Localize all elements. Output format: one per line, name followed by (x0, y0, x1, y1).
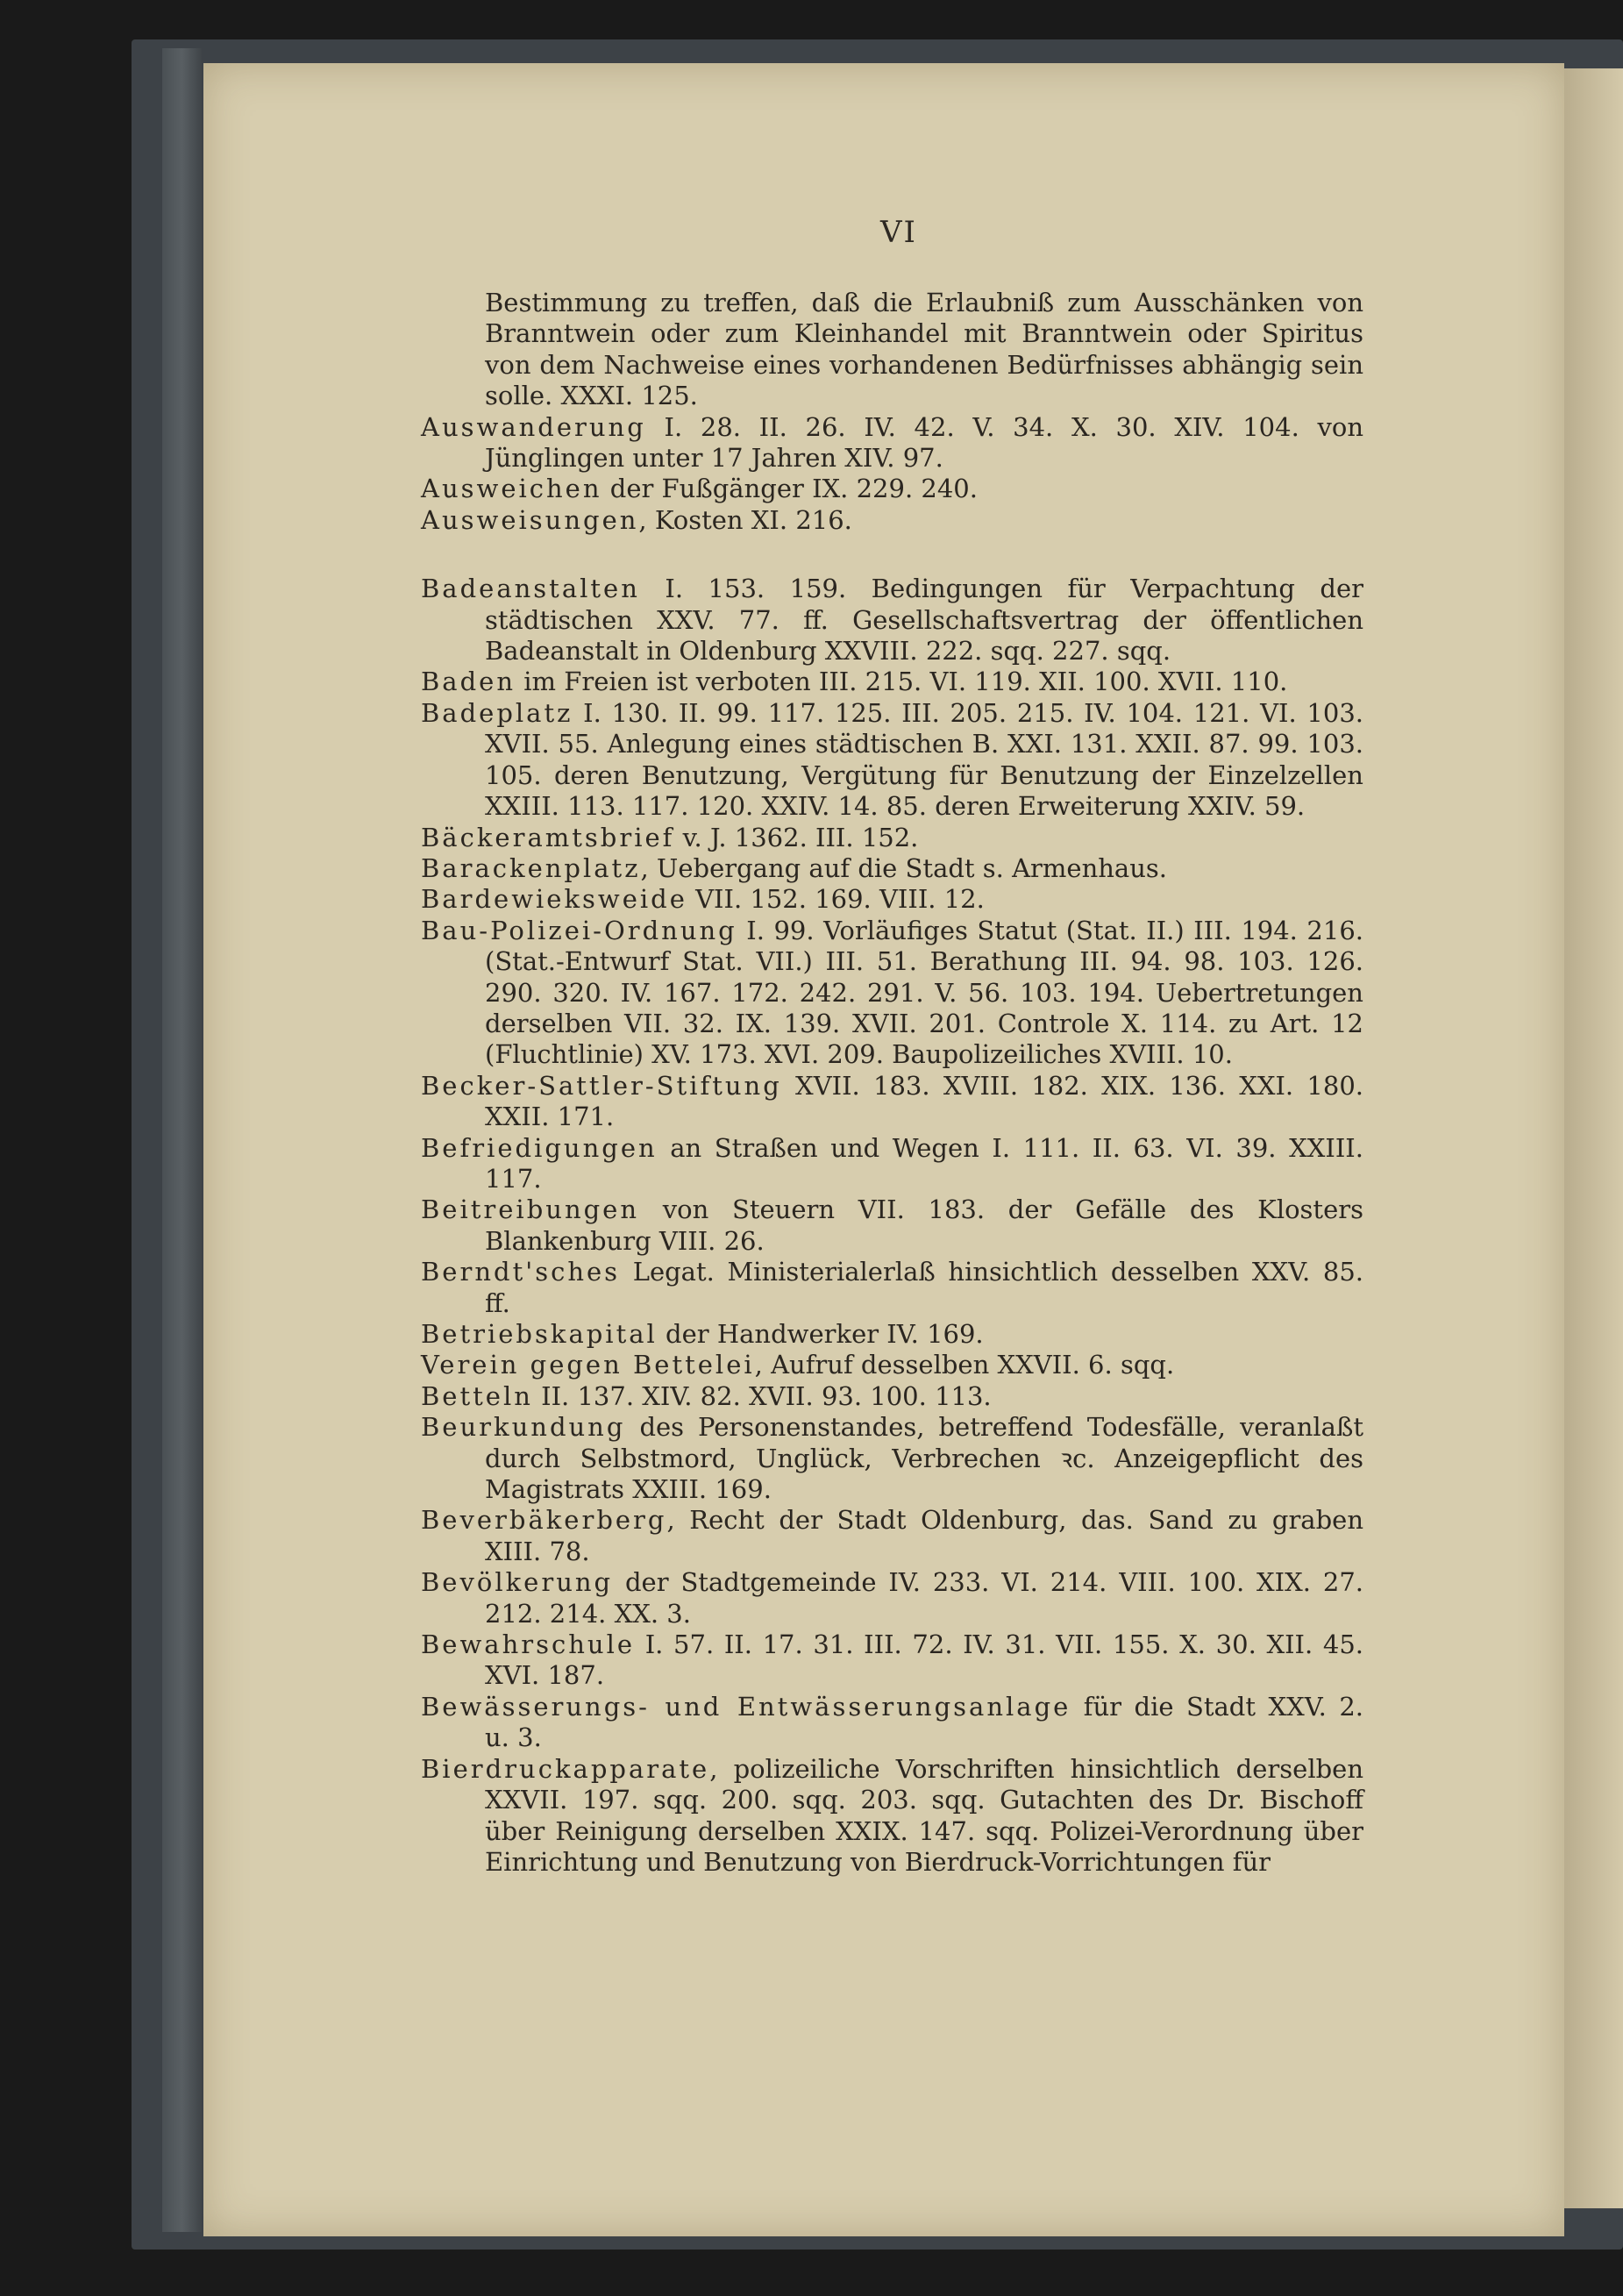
entry-keyword: Berndt'sches (421, 1257, 621, 1287)
entry-text: v. J. 1362. III. 152. (674, 822, 919, 852)
entry-text: an Straßen und Wegen I. 111. II. 63. VI. 39. XXIII. 117. (485, 1132, 1363, 1194)
index-entry (421, 823, 1363, 853)
book-spine (162, 48, 202, 2232)
entry-keyword: Beverbäkerberg (421, 1505, 667, 1536)
entry-keyword: Ausweisungen (421, 504, 639, 535)
index-entry (421, 1412, 1363, 1505)
entry-keyword: Bewahrschule (421, 1629, 636, 1660)
entry-keyword: Bau-Polizei-Ordnung (421, 915, 737, 945)
index-entry (421, 1692, 1363, 1754)
entry-keyword: Beurkundung (421, 1412, 626, 1443)
index-entry (421, 1194, 1363, 1257)
index-entry (421, 853, 1363, 884)
index-entry (421, 574, 1363, 667)
index-entries (421, 288, 1363, 1878)
entry-text: , Recht der Stadt Oldenburg, das. Sand zu graben XIII. 78. (485, 1505, 1363, 1566)
entry-text: II. 137. XIV. 82. XVII. 93. 100. 113. (532, 1380, 992, 1411)
entry-keyword: Verein gegen Bettelei (421, 1350, 755, 1380)
entry-text: I. 28. II. 26. IV. 42. V. 34. X. 30. XIV. 104. von Jünglingen unter 17 Jahren XIV. 97. (485, 411, 1363, 474)
index-entry (421, 667, 1363, 697)
index-entry (421, 1350, 1363, 1380)
entry-text: Legat. Ministerialerlaß hinsichtlich desselben XXV. 85. ff. (485, 1257, 1363, 1318)
index-entry (421, 884, 1363, 915)
entry-text: , Uebergang auf die Stadt s. Armenhaus. (640, 852, 1168, 883)
entry-keyword: Baden (421, 667, 516, 697)
index-entry (421, 1133, 1363, 1195)
entry-text: der Handwerker IV. 169. (657, 1319, 984, 1349)
entry-text: I. 130. II. 99. 117. 125. III. 205. 215. IV. 104. 121. VI. 103. XVII. 55. Anlegung eines städtischen B. XXI. 131. XXII. 87. 99. 103. 105. deren Benutzung, Vergütung für Benutzung der Einzelzellen XXIII. 113. 117. 120. XXIV. 14. 85. deren Erweiterung XXIV. 59. (485, 697, 1363, 822)
entry-keyword: Badeplatz (421, 697, 573, 728)
entry-text: der Fußgänger IX. 229. 240. (602, 474, 978, 504)
index-entry (421, 1754, 1363, 1879)
index-entry (421, 1071, 1363, 1133)
entry-keyword: Bardewieksweide (421, 884, 687, 915)
entry-text: , Kosten XI. 216. (638, 504, 852, 535)
entry-text: der Stadtgemeinde IV. 233. VI. 214. VIII. 100. XIX. 27. 212. 214. XX. 3. (485, 1567, 1363, 1629)
index-entry (421, 1567, 1363, 1629)
entry-keyword: Badeanstalten (421, 574, 640, 604)
entry-keyword: Bevölkerung (421, 1567, 614, 1598)
entry-keyword: Auswanderung (421, 411, 646, 442)
entry-text: von Steuern VII. 183. der Gefälle des Klosters Blankenburg VIII. 26. (485, 1194, 1363, 1256)
entry-keyword: Befriedigungen (421, 1132, 658, 1163)
index-entry (421, 412, 1363, 474)
entry-keyword: Betteln (421, 1380, 533, 1411)
entry-text: für die Stadt XXV. 2. u. 3. (485, 1691, 1363, 1753)
entry-keyword: Becker-Sattler-Stiftung (421, 1070, 782, 1101)
entry-keyword: Beitreibungen (421, 1194, 640, 1225)
entry-text: I. 57. II. 17. 31. III. 72. IV. 31. VII. 155. X. 30. XII. 45. XVI. 187. (485, 1629, 1363, 1691)
next-page-edge (1564, 68, 1623, 2208)
entry-text: des Personenstandes, betreffend Todesfälle, veranlaßt durch Selbstmord, Unglück, Verbrechen ꝛc. Anzeigepflicht des Magistrats XXIII. 169. (485, 1412, 1363, 1505)
entry-keyword: Ausweichen (421, 474, 602, 504)
entry-text: VII. 152. 169. VIII. 12. (687, 884, 985, 915)
entry-text: , polizeiliche Vorschriften hinsichtlich derselben XXVII. 197. sqq. 200. sqq. 203. sqq. Gutachten des Dr. Bischoff über Reinigung derselben XXIX. 147. sqq. Polizei-Verordnung über Einrichtung und Benutzung von Bierdruck-Vorrichtungen für (485, 1753, 1363, 1877)
entry-text: XVII. 183. XVIII. 182. XIX. 136. XXI. 180. XXII. 171. (485, 1070, 1363, 1132)
index-entry (421, 505, 1363, 536)
entry-keyword: Betriebskapital (421, 1319, 658, 1349)
index-entry (421, 698, 1363, 823)
index-entry (421, 1381, 1363, 1412)
page-number: VI (880, 215, 917, 250)
entry-keyword: Bierdruckapparate (421, 1753, 710, 1784)
entry-text: I. 99. Vorläufiges Statut (Stat. II.) III. 194. 216. (Stat.-Entwurf Stat. VII.) III. 51. Berathung III. 94. 98. 103. 126. 290. 320. IV. 167. 172. 242. 291. V. 56. 103. 194. Uebertretungen derselben VII. 32. IX. 139. XVII. 201. Controle X. 114. zu Art. 12 (Fluchtlinie) XV. 173. XVI. 209. Baupolizeiliches XVIII. 10. (485, 915, 1363, 1070)
index-entry (421, 1257, 1363, 1319)
entry-text: im Freien ist verboten III. 215. VI. 119. XII. 100. XVII. 110. (516, 667, 1288, 697)
index-entry (421, 288, 1363, 412)
entry-text: Bestimmung zu treffen, daß die Erlaubniß zum Ausschänken von Branntwein oder zum Kleinhandel mit Branntwein oder Spiritus von dem Nachweise eines vorhandenen Bedürfnisses abhängig sein solle. XXXI. 125. (485, 288, 1363, 411)
entry-keyword: Bewässerungs- und Entwässerungsanlage (421, 1691, 1071, 1722)
index-entry (421, 1319, 1363, 1350)
index-entry (421, 474, 1363, 504)
index-entry (421, 916, 1363, 1071)
entry-text: , Aufruf desselben XXVII. 6. sqq. (754, 1350, 1175, 1380)
index-entry (421, 1629, 1363, 1692)
entry-keyword: Bäckeramtsbrief (421, 822, 675, 852)
entry-keyword: Barackenplatz (421, 852, 641, 883)
index-entry (421, 1505, 1363, 1567)
entry-text: I. 153. 159. Bedingungen für Verpachtung der städtischen XXV. 77. ff. Gesellschaftsvertrag der öffentlichen Badeanstalt in Oldenburg XXVIII. 222. sqq. 227. sqq. (485, 574, 1363, 667)
